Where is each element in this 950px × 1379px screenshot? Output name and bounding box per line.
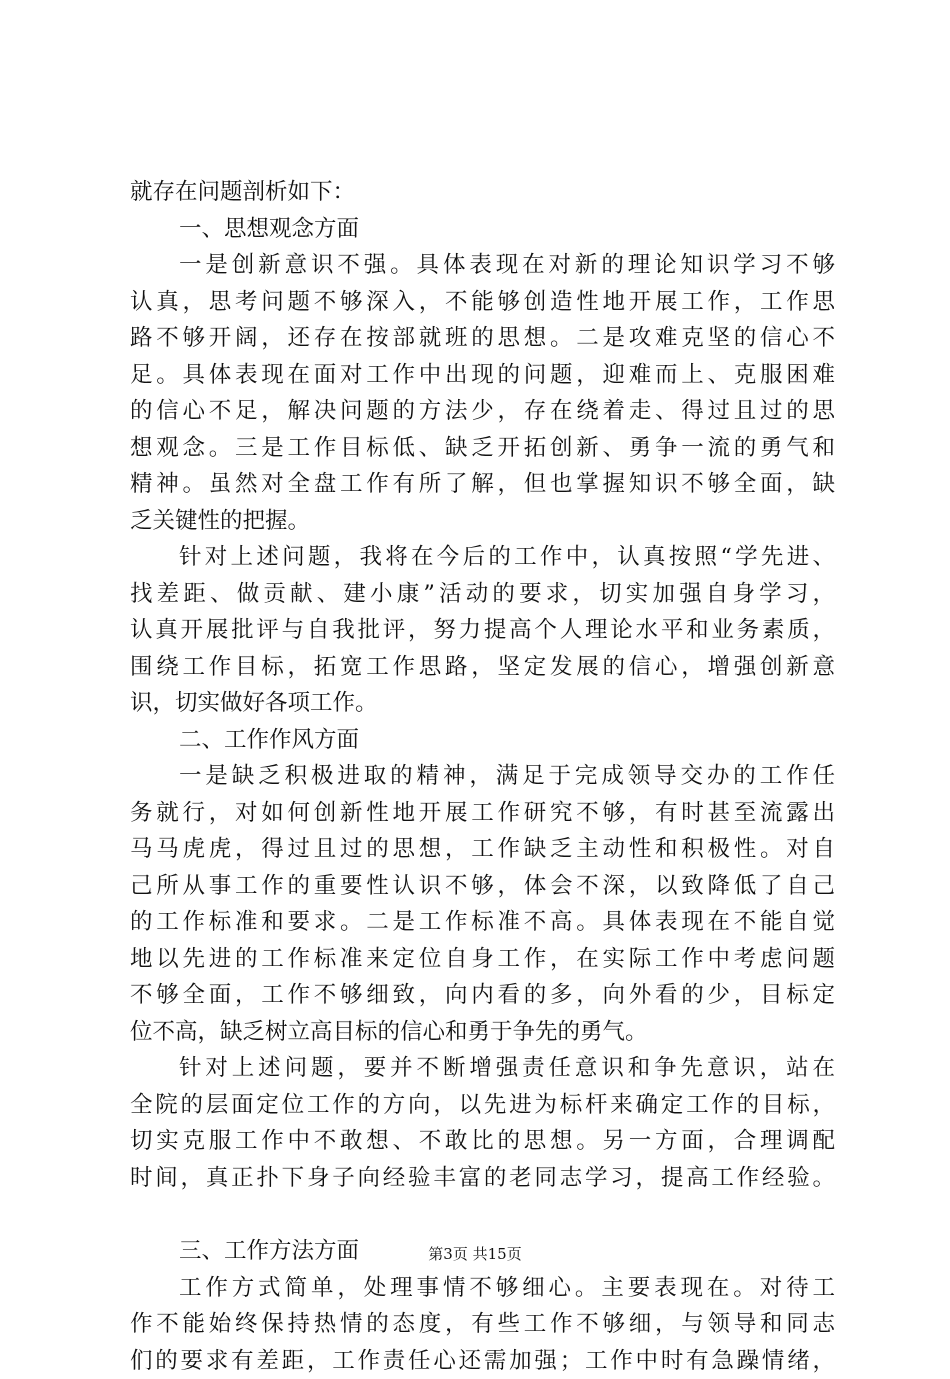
text-line: 作不能始终保持热情的态度，有些工作不够细，与领导和同志 xyxy=(130,1306,835,1343)
page-footer xyxy=(0,1243,950,1264)
text-line: 想观念。三是工作目标低、缺乏开拓创新、勇争一流的勇气和 xyxy=(130,430,835,467)
page-number-label: 第3页 共15页 xyxy=(428,1245,521,1263)
text-line: 工作方式简单，处理事情不够细心。主要表现在。对待工 xyxy=(130,1270,835,1307)
text-line: 足。具体表现在面对工作中出现的问题，迎难而上、克服困难 xyxy=(130,357,835,394)
text-line: 全院的层面定位工作的方向，以先进为标杆来确定工作的目标， xyxy=(130,1087,835,1124)
section-heading: 二、工作作风方面 xyxy=(130,722,835,759)
text-line: 一是创新意识不强。具体表现在对新的理论知识学习不够 xyxy=(130,247,835,284)
text-line: 找差距、做贡献、建小康”活动的要求，切实加强自身学习， xyxy=(130,576,835,613)
text-line: 切实克服工作中不敢想、不敢比的思想。另一方面，合理调配 xyxy=(130,1123,835,1160)
text-line: 们的要求有差距，工作责任心还需加强；工作中时有急躁情绪， xyxy=(130,1343,835,1379)
text-line: 的工作标准和要求。二是工作标准不高。具体表现在不能自觉 xyxy=(130,904,835,941)
text-line: 就存在问题剖析如下： xyxy=(130,174,835,211)
text-line: 位不高，缺乏树立高目标的信心和勇于争先的勇气。 xyxy=(130,1014,835,1051)
text-line: 不够全面，工作不够细致，向内看的多，向外看的少，目标定 xyxy=(130,977,835,1014)
text-line: 路不够开阔，还存在按部就班的思想。二是攻难克坚的信心不 xyxy=(130,320,835,357)
text-line: 务就行，对如何创新性地开展工作研究不够，有时甚至流露出 xyxy=(130,795,835,832)
text-line: 马马虎虎，得过且过的思想，工作缺乏主动性和积极性。对自 xyxy=(130,831,835,868)
section-heading: 三、工作方法方面 xyxy=(130,1233,835,1270)
paragraph-gap xyxy=(130,1196,835,1233)
section-heading: 一、思想观念方面 xyxy=(130,211,835,248)
text-line: 时间，真正扑下身子向经验丰富的老同志学习，提高工作经验。 xyxy=(130,1160,835,1197)
text-line: 乏关键性的把握。 xyxy=(130,503,835,540)
text-line: 针对上述问题，要并不断增强责任意识和争先意识，站在 xyxy=(130,1050,835,1087)
document-body xyxy=(130,174,835,1379)
text-line: 地以先进的工作标准来定位自身工作，在实际工作中考虑问题 xyxy=(130,941,835,978)
text-line: 认真开展批评与自我批评，努力提高个人理论水平和业务素质， xyxy=(130,612,835,649)
text-line: 围绕工作目标，拓宽工作思路，坚定发展的信心，增强创新意 xyxy=(130,649,835,686)
text-line: 的信心不足，解决问题的方法少，存在绕着走、得过且过的思 xyxy=(130,393,835,430)
text-line: 己所从事工作的重要性认识不够，体会不深，以致降低了自己 xyxy=(130,868,835,905)
text-line: 识，切实做好各项工作。 xyxy=(130,685,835,722)
text-line: 认真，思考问题不够深入，不能够创造性地开展工作，工作思 xyxy=(130,284,835,321)
text-line: 精神。虽然对全盘工作有所了解，但也掌握知识不够全面，缺 xyxy=(130,466,835,503)
text-line: 针对上述问题，我将在今后的工作中，认真按照“学先进、 xyxy=(130,539,835,576)
text-line: 一是缺乏积极进取的精神，满足于完成领导交办的工作任 xyxy=(130,758,835,795)
